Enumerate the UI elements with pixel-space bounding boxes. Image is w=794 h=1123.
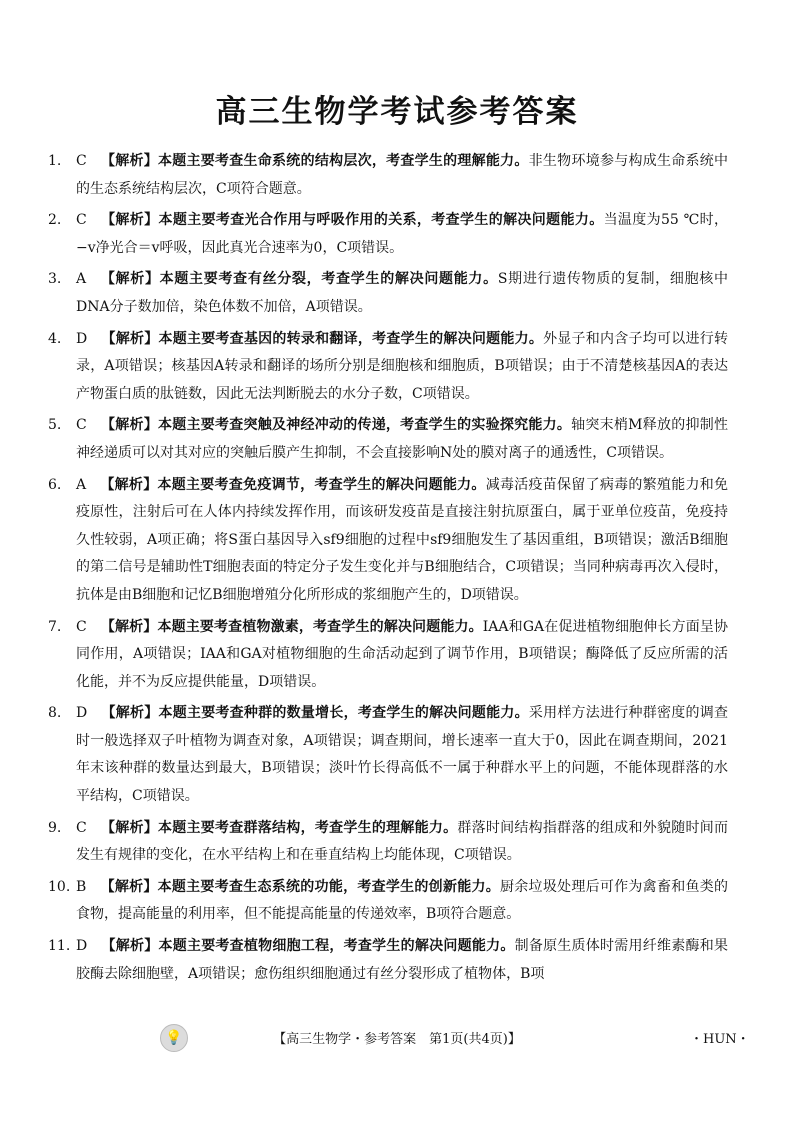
item-text: IAA和GA在促进植物细胞伸长方面呈协同作用，A项错误；IAA和GA对植物细胞的生命活动起到了调节作用，B项错误；酶降低了反应所需的活化能，并不为反应提供能量，D项错误。 <box>76 618 729 690</box>
footer-page-label: 【高三生物学・参考答案 第1页(共4页)】 <box>273 1032 521 1047</box>
item-lead: 【解析】本题主要考查生命系统的结构层次，考查学生的理解能力。 <box>100 153 529 169</box>
item-number: 1. <box>48 153 62 169</box>
answer-item-6 <box>48 472 728 610</box>
answer-item-11 <box>48 933 728 988</box>
answer-item-1 <box>48 148 728 203</box>
item-lead: 【解析】本题主要考查光合作用与呼吸作用的关系，考查学生的解决问题能力。 <box>100 212 604 229</box>
item-answer: D <box>76 938 88 955</box>
answer-item-8 <box>48 700 728 810</box>
item-answer: C <box>76 417 87 434</box>
item-text: 制备原生质体时需用纤维素酶和果胶酶去除细胞壁，A项错误；愈伤组织细胞通过有丝分裂形成了植物体，B项 <box>76 938 729 982</box>
answer-item-4 <box>48 326 728 409</box>
item-number: 5. <box>48 417 62 434</box>
item-number: 4. <box>48 330 62 347</box>
item-number: 7. <box>48 618 62 635</box>
item-number: 10. <box>48 878 71 895</box>
item-answer: D <box>76 330 88 347</box>
answer-item-9 <box>48 815 728 870</box>
item-text: 外显子和内含子均可以进行转录，A项错误；核基因A转录和翻译的场所分别是细胞核和细胞质，B项错误；由于不清楚核基因A的表达产物蛋白质的肽链数，因此无法判断脱去的水分子数，C项错误。 <box>76 330 728 402</box>
item-lead: 【解析】本题主要考查植物激素，考查学生的解决问题能力。 <box>100 618 483 635</box>
item-number: 3. <box>48 271 62 288</box>
item-answer: D <box>76 705 88 722</box>
item-lead: 【解析】本题主要考查生态系统的功能，考查学生的创新能力。 <box>100 878 501 895</box>
lightbulb-icon: 💡 <box>160 1024 188 1052</box>
item-text: 轴突末梢M释放的抑制性神经递质可以对其对应的突触后膜产生抑制，不会直接影响N处的膜对离子的通透性，C项错误。 <box>76 417 728 461</box>
item-answer: B <box>76 878 87 895</box>
item-answer: A <box>76 271 87 288</box>
answer-item-7 <box>48 614 728 697</box>
answer-item-3 <box>48 266 728 321</box>
item-lead: 【解析】本题主要考查群落结构，考查学生的理解能力。 <box>100 819 458 836</box>
item-lead: 【解析】本题主要考查免疫调节，考查学生的解决问题能力。 <box>100 476 486 493</box>
item-answer: C <box>76 212 87 229</box>
footer-region-code: ・HUN・ <box>690 1032 750 1047</box>
item-number: 2. <box>48 212 62 229</box>
item-number: 9. <box>48 819 62 836</box>
item-lead: 【解析】本题主要考查突触及神经冲动的传递，考查学生的实验探究能力。 <box>100 417 572 434</box>
item-text: 非生物环境参与构成生命系统中的生态系统结构层次，C项符合题意。 <box>76 153 729 197</box>
item-text: 当温度为55 ℃时，−v净光合＝v呼吸，因此真光合速率为0，C项错误。 <box>76 212 728 256</box>
item-text: 采用样方法进行种群密度的调查时一般选择双子叶植物为调查对象，A项错误；调查期间，增长速率一直大于0，因此在调查期间，2021年末该种群的数量达到最大，B项错误；淡叶竹长得高低不一属于种群水平上的问题，不能体现群落的水平结构，C项错误。 <box>76 705 729 805</box>
item-text: 减毒活疫苗保留了病毒的繁殖能力和免疫原性，注射后可在人体内持续发挥作用，而该研发疫苗是直接注射抗原蛋白，属于亚单位疫苗，免疫持久性较弱，A项正确；将S蛋白基因导入sf9细胞的过程中sf9细胞发生了基因重组，B项错误；激活B细胞的第二信号是辅助性T细胞表面的特定分子发生变化并与B细胞结合，C项错误；当同种病毒再次入侵时，抗体是由B细胞和记忆B细胞增殖分化所形成的浆细胞产生的，D项错误。 <box>76 476 729 603</box>
answer-item-10 <box>48 874 728 929</box>
item-lead: 【解析】本题主要考查基因的转录和翻译，考查学生的解决问题能力。 <box>101 330 544 347</box>
item-lead: 【解析】本题主要考查有丝分裂，考查学生的解决问题能力。 <box>100 271 498 288</box>
item-lead: 【解析】本题主要考查植物细胞工程，考查学生的解决问题能力。 <box>101 938 515 955</box>
item-number: 6. <box>48 476 62 493</box>
page-title: 高三生物学考试参考答案 <box>215 94 579 130</box>
item-answer: A <box>76 476 87 493</box>
item-text: S期进行遗传物质的复制，细胞核中DNA分子数加倍，染色体数不加倍，A项错误。 <box>76 271 728 315</box>
item-text: 群落时间结构指群落的组成和外貌随时间而发生有规律的变化，在水平结构上和在垂直结构上均能体现，C项错误。 <box>76 819 729 864</box>
item-number: 8. <box>48 705 62 722</box>
item-number: 11. <box>48 938 71 955</box>
item-answer: C <box>76 153 87 169</box>
page-footer <box>0 1022 794 1054</box>
answer-item-2 <box>48 207 728 262</box>
item-answer: C <box>76 819 87 836</box>
item-text: 厨余垃圾处理后可作为禽畜和鱼类的食物，提高能量的利用率，但不能提高能量的传递效率，B项符合题意。 <box>76 878 729 923</box>
item-answer: C <box>76 618 87 635</box>
answer-list <box>48 148 728 992</box>
answer-item-5 <box>48 412 728 467</box>
item-lead: 【解析】本题主要考查种群的数量增长，考查学生的解决问题能力。 <box>101 705 529 722</box>
